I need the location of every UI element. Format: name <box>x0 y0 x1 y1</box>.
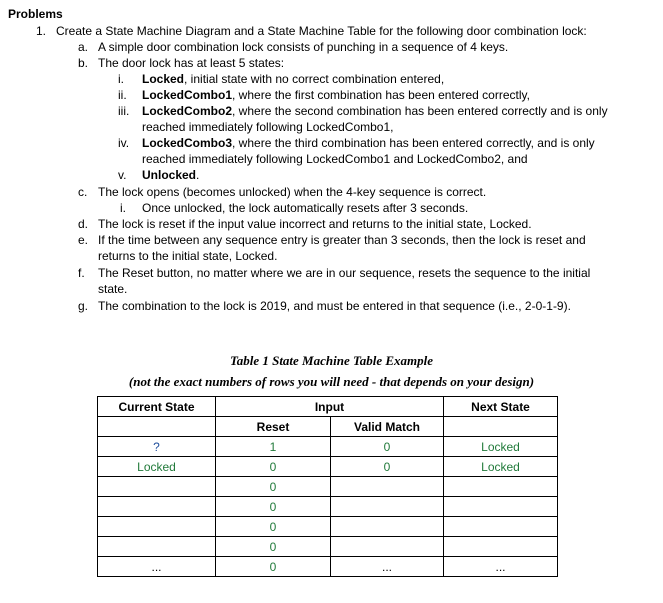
cell-current <box>98 537 216 557</box>
item-f-cont: state. <box>98 282 128 296</box>
state-name: LockedCombo1 <box>142 88 233 102</box>
item-d-marker: d. <box>78 217 89 231</box>
item-f-marker: f. <box>78 266 85 280</box>
cell-reset: 1 <box>216 437 331 457</box>
item-e-cont: returns to the initial state, Locked. <box>98 249 278 263</box>
header-next-state: Next State <box>444 397 558 417</box>
state-v-line <box>142 167 199 183</box>
item-c-text: The lock opens (becomes unlocked) when the 4-key sequence is correct. <box>98 185 487 199</box>
item-g-text: The combination to the lock is 2019, and must be entered in that sequence (i.e., 2-0-1-9). <box>98 299 571 313</box>
cell-reset: 0 <box>216 557 331 577</box>
item-d-text: The lock is reset if the input value incorrect and returns to the initial state, Locked. <box>98 217 532 231</box>
item-b-text: The door lock has at least 5 states: <box>98 56 285 70</box>
state-ii-marker: ii. <box>118 88 127 102</box>
item-g-marker: g. <box>78 299 89 313</box>
state-name: LockedCombo2 <box>142 104 233 118</box>
state-desc: , where the third combination has been entered correctly, and is only <box>232 136 595 150</box>
header-reset: Reset <box>216 417 331 437</box>
state-name: Unlocked <box>142 168 197 182</box>
cell-valid-match <box>331 517 444 537</box>
cell-next: ... <box>444 557 558 577</box>
table-note: (not the exact numbers of rows you will need - that depends on your design) <box>128 374 535 389</box>
cell-valid-match: ... <box>331 557 444 577</box>
problem-text: Create a State Machine Diagram and a State Machine Table for the following door combination lock: <box>56 24 587 38</box>
cell-current <box>98 477 216 497</box>
subheader-empty <box>98 417 216 437</box>
item-f-text: The Reset button, no matter where we are in our sequence, resets the sequence to the initial <box>98 266 591 280</box>
cell-current <box>98 517 216 537</box>
item-a-marker: a. <box>78 40 89 54</box>
state-v-marker: v. <box>118 168 127 182</box>
subheader-empty <box>444 417 558 437</box>
state-i-line <box>142 71 444 87</box>
state-name: Locked <box>142 72 185 86</box>
state-desc: . <box>196 168 200 182</box>
state-iv-line <box>142 135 595 151</box>
cell-valid-match: 0 <box>331 457 444 477</box>
table-subheader-row <box>98 417 558 437</box>
item-a-text: A simple door combination lock consists of punching in a sequence of 4 keys. <box>98 40 509 54</box>
state-desc: , initial state with no correct combination entered, <box>184 72 445 86</box>
item-c-sub-marker: i. <box>120 201 126 215</box>
table-row <box>98 497 558 517</box>
item-e-text: If the time between any sequence entry is greater than 3 seconds, then the lock is reset and <box>98 233 586 247</box>
header-input: Input <box>216 397 444 417</box>
cell-reset: 0 <box>216 457 331 477</box>
cell-valid-match: 0 <box>331 437 444 457</box>
state-machine-table <box>97 396 558 577</box>
cell-next <box>444 537 558 557</box>
table-row <box>98 517 558 537</box>
table-row <box>98 557 558 577</box>
cell-reset: 0 <box>216 477 331 497</box>
state-iii-line <box>142 103 608 119</box>
page-heading: Problems <box>8 7 63 21</box>
table-row <box>98 457 558 477</box>
header-current-state: Current State <box>98 397 216 417</box>
state-desc: , where the second combination has been entered correctly and is only <box>232 104 608 118</box>
cell-valid-match <box>331 497 444 517</box>
cell-next <box>444 497 558 517</box>
state-name: LockedCombo3 <box>142 136 233 150</box>
cell-next <box>444 517 558 537</box>
table-row <box>98 477 558 497</box>
header-valid-match: Valid Match <box>331 417 444 437</box>
state-ii-line <box>142 87 530 103</box>
cell-reset: 0 <box>216 537 331 557</box>
cell-reset: 0 <box>216 517 331 537</box>
cell-next <box>444 477 558 497</box>
state-iv-cont: reached immediately following LockedCombo1 and LockedCombo2, and <box>142 152 528 166</box>
table-caption: Table 1 State Machine Table Example <box>229 353 434 368</box>
item-c-marker: c. <box>78 185 88 199</box>
cell-current <box>98 497 216 517</box>
table-header-row <box>98 397 558 417</box>
table-row <box>98 537 558 557</box>
item-b-marker: b. <box>78 56 89 70</box>
item-e-marker: e. <box>78 233 89 247</box>
item-c-sub-text: Once unlocked, the lock automatically resets after 3 seconds. <box>142 201 469 215</box>
cell-current: ... <box>98 557 216 577</box>
cell-valid-match <box>331 477 444 497</box>
table-row <box>98 437 558 457</box>
state-iii-marker: iii. <box>118 104 130 118</box>
problem-number: 1. <box>36 24 47 38</box>
state-iv-marker: iv. <box>118 136 130 150</box>
state-i-marker: i. <box>118 72 124 86</box>
state-iii-cont: reached immediately following LockedCombo1, <box>142 120 394 134</box>
cell-reset: 0 <box>216 497 331 517</box>
cell-next: Locked <box>444 457 558 477</box>
cell-valid-match <box>331 537 444 557</box>
state-desc: , where the first combination has been entered correctly, <box>232 88 530 102</box>
cell-next: Locked <box>444 437 558 457</box>
cell-current: Locked <box>98 457 216 477</box>
cell-current: ? <box>98 437 216 457</box>
